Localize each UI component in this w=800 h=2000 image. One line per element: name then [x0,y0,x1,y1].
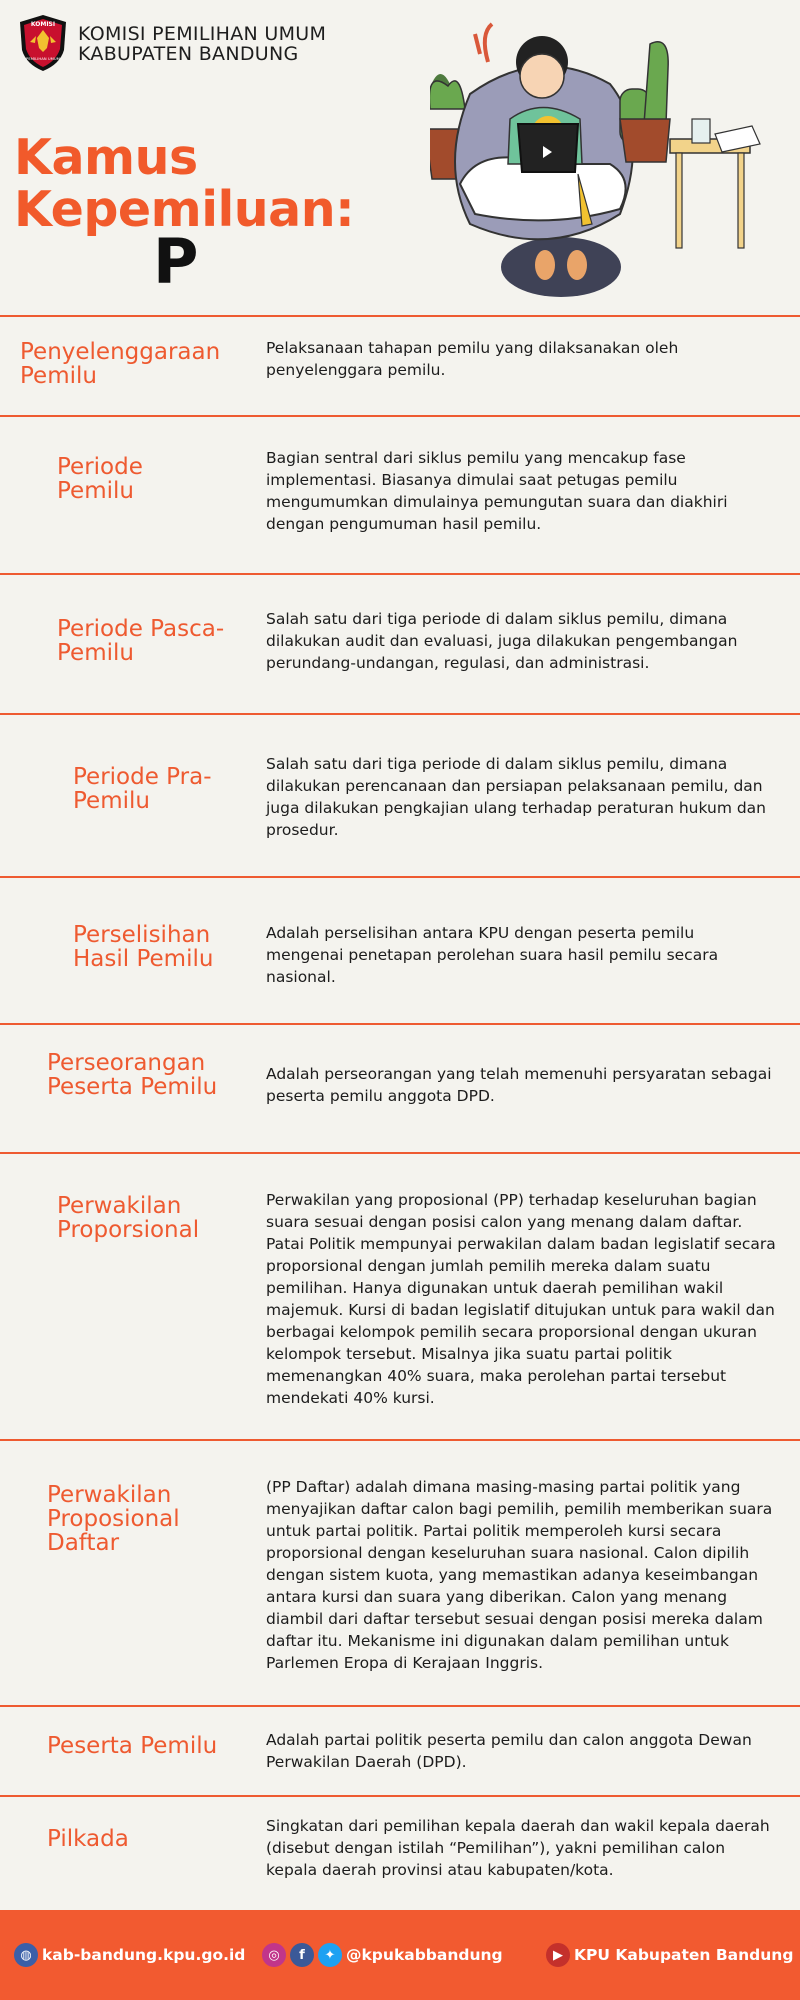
instagram-icon[interactable]: ◎ [262,1943,286,1967]
glossary-entry [0,315,800,415]
twitter-icon[interactable]: ✦ [318,1943,342,1967]
entry-term: Perwakilan Proporsional [57,1193,200,1243]
entry-term: Perseorangan Peserta Pemilu [47,1050,218,1100]
website-text: kab-bandung.kpu.go.id [42,1946,246,1964]
glossary-entry [0,573,800,713]
glossary-entry [0,713,800,876]
title-line-2: Kepemiluan: [14,181,355,238]
globe-icon: ◍ [14,1943,38,1967]
entry-term: Perwakilan Proposional Daftar [47,1482,180,1556]
entry-definition: Adalah perseorangan yang telah memenuhi persyaratan sebagai peserta pemilu anggota DPD. [266,1065,772,1105]
glossary-entry [0,1152,800,1439]
youtube-text: KPU Kabupaten Bandung [574,1946,794,1964]
glossary-entry [0,876,800,1023]
entry-term: Perselisihan Hasil Pemilu [73,922,214,972]
entry-definition: (PP Daftar) adalah dimana masing-masing partai politik yang menyajikan daftar calon bagi pemilih, pemilih memberikan suara untuk partai politik. Partai politik memperoleh kursi secara proporsional dengan keseluruhan suara nasional. Calon dipilih dengan sistem kuota, yang memastikan adanya keseimbangan antara kursi dan suara yang diberikan. Calon yang menang diambil dari daftar tersebut sesuai dengan posisi mereka dalam daftar itu. Mekanisme ini digunakan dalam pemilihan untuk Parlemen Eropa di Kerajaan Inggris. [266,1478,773,1672]
entry-definition: Pelaksanaan tahapan pemilu yang dilaksanakan oleh penyelenggara pemilu. [266,339,679,379]
facebook-icon[interactable]: f [290,1943,314,1967]
entry-term: Periode Pra-Pemilu [73,764,212,814]
dictionary-letter: P [153,225,199,298]
entry-term: Peserta Pemilu [47,1733,218,1759]
entry-definition: Singkatan dari pemilihan kepala daerah dan wakil kepala daerah (disebut dengan istilah “Pemilihan”), yakni pemilihan calon kepala daerah provinsi atau kabupaten/kota. [266,1817,770,1879]
footer [0,1910,800,2000]
entry-definition: Perwakilan yang proposional (PP) terhadap keseluruhan bagian suara sesuai dengan posisi calon yang menang dalam daftar. Patai Politik mempunyai perwakilan dalam badan legislatif secara proporsional dengan jumlah pemilih mereka dalam suatu pemilihan. Hanya digunakan untuk daerah pemilihan wakil majemuk. Kursi di badan legislatif ditujukan untuk para wakil dan berbagai kelompok pemilih secara proporsional dengan ukuran kelompok tersebut. Misalnya jika suatu partai politik memenangkan 40% suara, maka perolehan partai tersebut mendekati 40% kursi. [266,1191,776,1407]
title-line-1: Kamus [14,129,198,186]
entry-definition: Salah satu dari tiga periode di dalam siklus pemilu, dimana dilakukan audit dan evaluasi, juga dilakukan pengembangan perundang-undangan, regulasi, dan administrasi. [266,610,738,672]
glossary-list [0,315,800,1915]
social-links[interactable] [262,1943,503,1967]
entry-definition: Adalah partai politik peserta pemilu dan calon anggota Dewan Perwakilan Daerah (DPD). [266,1731,752,1771]
glossary-entry [0,415,800,573]
social-handle: @kpukabbandung [346,1946,503,1964]
logo-text: KOMISI [30,21,56,28]
glossary-entry [0,1439,800,1705]
kpu-logo-icon [18,14,68,72]
person-with-laptop-illustration [430,14,770,304]
organization-name [78,24,326,64]
entry-term: Penyelenggaraan Pemilu [20,339,221,389]
org-line-2: KABUPATEN BANDUNG [78,43,299,65]
entry-definition: Adalah perselisihan antara KPU dengan peserta pemilu mengenai penetapan perolehan suara hasil pemilu secara nasional. [266,924,719,986]
entry-term: Periode Pasca-Pemilu [57,616,225,666]
glossary-entry [0,1023,800,1152]
glossary-entry [0,1795,800,1915]
glossary-entry [0,1705,800,1795]
logo-subtext: PEMILIHAN UMUM [26,56,60,61]
page-title [14,129,355,238]
header [0,0,800,315]
entry-term: Pilkada [47,1826,129,1852]
youtube-link[interactable] [546,1943,793,1967]
entry-definition: Salah satu dari tiga periode di dalam siklus pemilu, dimana dilakukan perencanaan dan persiapan pelaksanaan pemilu, dan juga dilakukan pengkajian ulang terhadap peraturan hukum dan prosedur. [266,755,767,839]
website-link[interactable] [14,1943,245,1967]
youtube-icon: ▶ [546,1943,570,1967]
org-line-1: KOMISI PEMILIHAN UMUM [78,23,327,45]
entry-term: Periode Pemilu [57,454,143,504]
entry-definition: Bagian sentral dari siklus pemilu yang mencakup fase implementasi. Biasanya dimulai saat petugas pemilu mengumumkan dimulainya pemungutan suara dan diakhiri dengan pengumuman hasil pemilu. [266,449,728,533]
